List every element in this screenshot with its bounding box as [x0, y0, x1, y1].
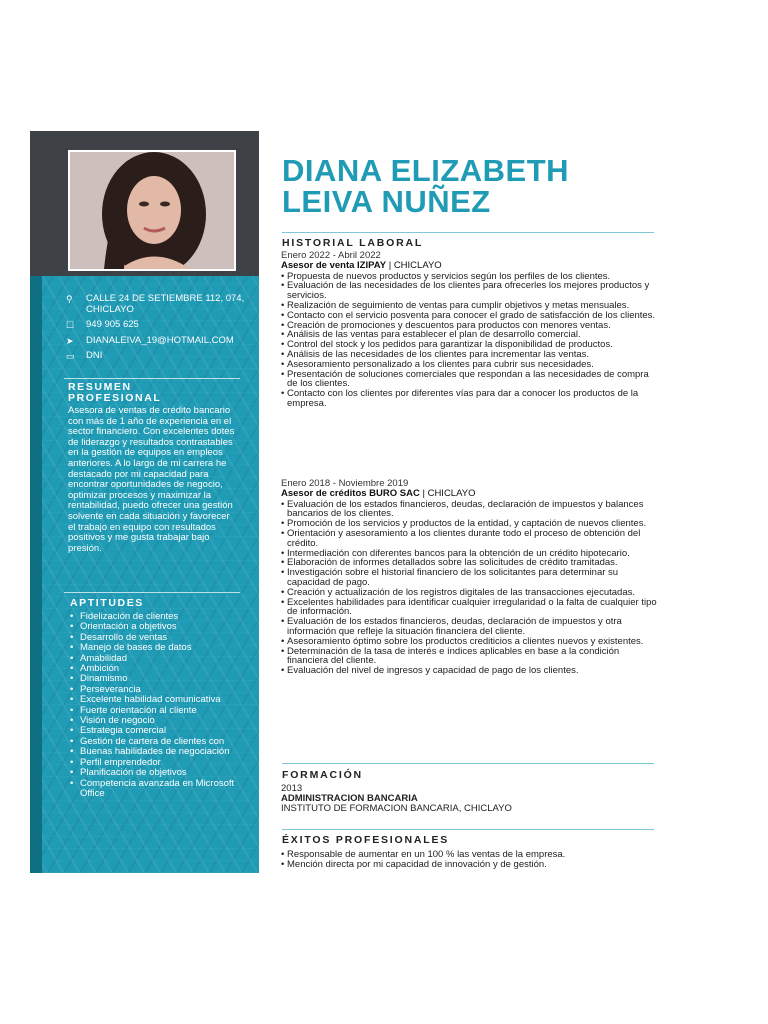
aptitude-item: • Fidelización de clientes	[70, 612, 242, 622]
aptitudes-list	[70, 612, 242, 799]
job-task-item: • Evaluación de las necesidades de los clientes para ofrecerles los mejores productos y servicios.	[281, 281, 661, 301]
job-tasks	[281, 500, 661, 676]
job-task-item: • Asesoramiento personalizado a los clientes para cubrir sus necesidades.	[281, 360, 661, 370]
job-task-item: • Creación y actualización de los registros digitales de las transacciones ejecutadas.	[281, 588, 661, 598]
aptitude-item: • Competencia avanzada en Microsoft Office	[70, 779, 242, 800]
aptitudes-heading: APTITUDES	[70, 597, 144, 609]
formacion-year: 2013	[281, 783, 303, 794]
job-date: Enero 2022 - Abril 2022	[281, 250, 381, 261]
divider	[282, 763, 654, 764]
job-task-item: • Presentación de soluciones comerciales que respondan a las necesidades de compra de los clientes.	[281, 370, 661, 390]
contact-address	[66, 294, 246, 315]
job-task-item: • Creación de promociones y descuentos para productos con menores ventas.	[281, 321, 661, 331]
job-role	[281, 489, 661, 499]
job-title: Asesor de créditos BURO SAC	[281, 487, 420, 499]
job-title: Asesor de venta IZIPAY	[281, 259, 387, 271]
job-place: | CHICLAYO	[386, 259, 442, 271]
aptitude-item: • Ambición	[70, 664, 242, 674]
job-place: | CHICLAYO	[419, 487, 476, 499]
profile-photo	[68, 150, 236, 271]
job-task-item: • Evaluación de los estados financieros, deudas, declaración de impuestos y otra información que refleje la situación financiera del cliente.	[281, 617, 661, 637]
id-card-icon: ▭	[66, 351, 75, 361]
aptitude-item: • Orientación a objetivos	[70, 622, 242, 632]
aptitude-item: • Manejo de bases de datos	[70, 643, 242, 653]
aptitude-item: • Perfil emprendedor	[70, 758, 242, 768]
aptitude-item: • Excelente habilidad comunicativa	[70, 695, 242, 705]
contact-phone	[66, 320, 246, 331]
formacion-entry	[281, 784, 661, 814]
contact-dni	[66, 351, 246, 362]
aptitude-item: • Buenas habilidades de negociación	[70, 747, 242, 757]
job-tasks	[281, 272, 661, 409]
aptitude-item: • Fuerte orientación al cliente	[70, 706, 242, 716]
dni-text: DNI	[86, 350, 103, 361]
job-task-item: • Propuesta de nuevos productos y servicios según los perfiles de los clientes.	[281, 272, 661, 282]
phone-icon: ☐	[66, 320, 75, 330]
address-text: CALLE 24 DE SETIEMBRE 112, 074, CHICLAYO	[86, 293, 245, 315]
divider	[64, 592, 240, 593]
name-line-1: DIANA ELIZABETH	[282, 153, 570, 188]
job-task-item: • Promoción de los servicios y productos de la entidad, y captación de nuevos clientes.	[281, 519, 661, 529]
exitos-list	[281, 850, 661, 870]
phone-text: 949 905 625	[86, 319, 139, 330]
job-task-item: • Análisis de las ventas para establecer el plan de desarrollo comercial.	[281, 330, 661, 340]
job-entry	[281, 479, 661, 676]
job-task-item: • Investigación sobre el historial financiero de los solicitantes para determinar su capacidad de pago.	[281, 568, 661, 588]
job-role	[281, 261, 661, 271]
job-task-item: • Evaluación del nivel de ingresos y capacidad de pago de los clientes.	[281, 666, 661, 676]
location-pin-icon: ⚲	[66, 294, 73, 304]
formacion-institution: INSTITUTO DE FORMACION BANCARIA, CHICLAYO	[281, 803, 512, 814]
resumen-text: Asesora de ventas de crédito bancario con más de 1 año de experiencia en el sector financiero. Con excelentes dotes de liderazgo y resultados contrastables en la gestión de equipos en empleos anteriores. A lo largo de mi carrera he destacado por mi capacidad para encontrar oportunidades de negocio, optimizar procesos y maximizar la rentabilidad, puedo ofrecer una gestión solvente en cada situación y favorecer el trabajo en equipo con resultados positivos y me gusta trabajar bajo presión.	[68, 405, 235, 554]
aptitude-item: • Perseverancia	[70, 685, 242, 695]
name-line-2: LEIVA NUÑEZ	[282, 184, 491, 219]
formacion-heading: FORMACIÓN	[282, 769, 363, 781]
job-task-item: • Asesoramiento óptimo sobre los productos crediticios a clientes nuevos y existentes.	[281, 637, 661, 647]
contact-email	[66, 336, 246, 347]
exitos-heading: ÉXITOS PROFESIONALES	[282, 834, 450, 846]
job-task-item: • Determinación de la tasa de interés e índices aplicables en base a la condición financiera del cliente.	[281, 647, 661, 667]
aptitude-item: • Dinamismo	[70, 674, 242, 684]
job-task-item: • Análisis de las necesidades de los clientes para incrementar las ventas.	[281, 350, 661, 360]
contact-block	[66, 294, 246, 367]
job-task-item: • Contacto con los clientes por diferentes vías para dar a conocer los productos de la empresa.	[281, 389, 661, 409]
job-task-item: • Excelentes habilidades para identificar cualquier irregularidad o la falta de cualquier tipo de información.	[281, 598, 661, 618]
job-task-item: • Orientación y asesoramiento a los clientes durante todo el proceso de obtención del crédito.	[281, 529, 661, 549]
job-task-item: • Control del stock y los pedidos para garantizar la disponibilidad de productos.	[281, 340, 661, 350]
job-entry	[281, 251, 661, 409]
aptitude-item: • Gestión de cartera de clientes con	[70, 737, 242, 747]
exito-item: • Responsable de aumentar en un 100 % las ventas de la empresa.	[281, 850, 661, 860]
exito-item: • Mención directa por mi capacidad de innovación y de gestión.	[281, 860, 661, 870]
job-task-item: • Realización de seguimiento de ventas para cumplir objetivos y metas mensuales.	[281, 301, 661, 311]
aptitude-item: • Planificación de objetivos	[70, 768, 242, 778]
job-task-item: • Elaboración de informes detallados sobre las solicitudes de crédito tramitadas.	[281, 558, 661, 568]
job-task-item: • Contacto con el servicio posventa para conocer el grado de satisfacción de los clientes.	[281, 311, 661, 321]
email-text: DIANALEIVA_19@HOTMAIL.COM	[86, 334, 234, 346]
job-task-item: • Intermediación con diferentes bancos para la obtención de un crédito hipotecario.	[281, 549, 661, 559]
aptitude-item: • Amabilidad	[70, 654, 242, 664]
aptitude-item: • Desarrollo de ventas	[70, 633, 242, 643]
formacion-degree: ADMINISTRACION BANCARIA	[281, 793, 418, 804]
divider	[64, 378, 240, 379]
aptitude-item: • Estrategia comercial	[70, 726, 242, 736]
send-icon: ➤	[66, 335, 74, 346]
job-task-item: • Evaluación de los estados financieros, deudas, declaración de impuestos y balances bancarios de los clientes.	[281, 500, 661, 520]
page-title	[282, 155, 662, 217]
job-date: Enero 2018 - Noviembre 2019	[281, 478, 409, 489]
aptitude-item: • Visión de negocio	[70, 716, 242, 726]
divider	[282, 829, 654, 830]
historial-heading: HISTORIAL LABORAL	[282, 237, 424, 249]
divider	[282, 232, 654, 233]
resumen-heading: RESUMEN PROFESIONAL	[68, 381, 162, 404]
